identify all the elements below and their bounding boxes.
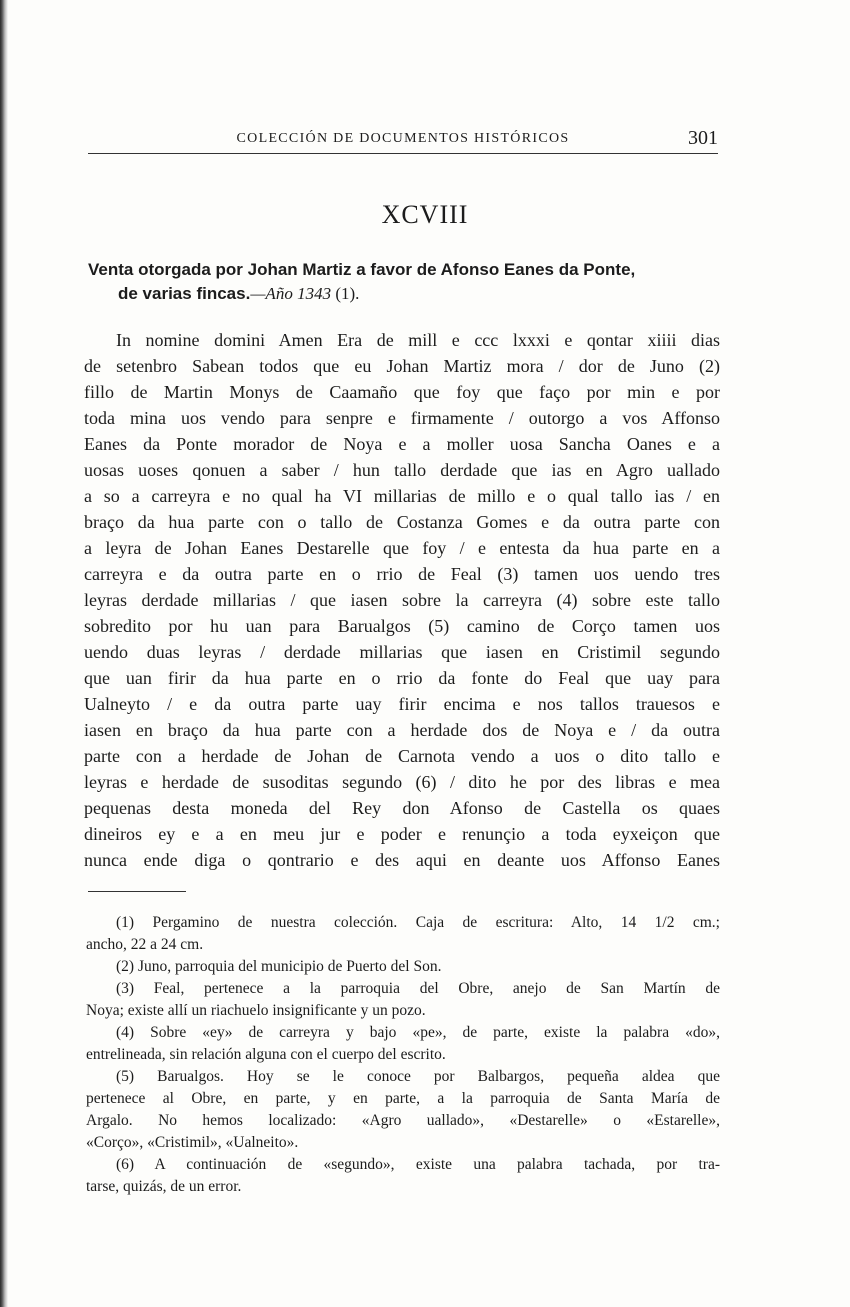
- footnote-line: (4) Sobre «ey» de carreyra y bajo «pe», de parte, existe la palabra «do»,: [116, 1024, 720, 1041]
- body-line: parte con a herdade de Johan de Carnota vendo a uos o dito tallo e: [84, 746, 720, 766]
- body-line: Eanes da Ponte morador de Noya e a moller uosa Sancha Oanes e a: [84, 434, 720, 454]
- body-line: que uan firir da hua parte en o rrio da fonte do Feal que uay para: [84, 668, 720, 688]
- footnote-line: (6) A continuación de «segundo», existe una palabra tachada, por tra-: [116, 1156, 720, 1173]
- body-line: de setenbro Sabean todos que eu Johan Martiz mora / dor de Juno (2): [84, 356, 720, 376]
- footnote-line: Noya; existe allí un riachuelo insignificante y un pozo.: [86, 1002, 426, 1019]
- document-body: [84, 327, 720, 873]
- document-title: [88, 258, 720, 306]
- body-line: dineiros ey e a en meu jur e poder e renunçio a toda eyxeiçon que: [84, 824, 720, 844]
- footnote-line: Argalo. No hemos localizado: «Agro uallado», «Destarelle» o «Estarelle»,: [86, 1112, 720, 1129]
- footnote-line: entrelineada, sin relación alguna con el cuerpo del escrito.: [86, 1046, 446, 1063]
- body-line: toda mina uos vendo para senpre e firmamente / outorgo a vos Affonso: [84, 408, 720, 428]
- document-date: —Año 1343: [250, 284, 332, 303]
- body-line: carreyra e da outra parte en o rrio de Feal (3) tamen uos uendo tres: [84, 564, 720, 584]
- header-rule: [88, 153, 718, 154]
- footnote-separator: [88, 891, 186, 892]
- body-line: iasen en braço da hua parte con a herdade dos de Noya e / da outra: [84, 720, 720, 740]
- footnote-line: (2) Juno, parroquia del municipio de Puerto del Son.: [116, 958, 442, 975]
- footnotes: [86, 912, 720, 1198]
- body-line: braço da hua parte con o tallo de Costanza Gomes e da outra parte con: [84, 512, 720, 532]
- footnote-ref: (1).: [331, 284, 360, 303]
- footnote-line: tarse, quizás, de un error.: [86, 1178, 242, 1195]
- document-title-text: de varias fincas.: [118, 284, 251, 303]
- body-line: a so a carreyra e no qual ha VI millarias de millo e o qual tallo ias / en: [84, 486, 720, 506]
- running-title: COLECCIÓN DE DOCUMENTOS HISTÓRICOS: [236, 131, 570, 146]
- body-line: uendo duas leyras / derdade millarias que iasen en Cristimil segundo: [84, 642, 720, 662]
- body-line: nunca ende diga o qontrario e des aqui en deante uos Affonso Eanes: [84, 850, 720, 870]
- chapter-number: XCVIII: [381, 200, 469, 229]
- body-line: leyras derdade millarias / que iasen sobre la carreyra (4) sobre este tallo: [84, 590, 720, 610]
- footnote-line: (1) Pergamino de nuestra colección. Caja de escritura: Alto, 14 1/2 cm.;: [116, 914, 720, 931]
- body-line: Ualneyto / e da outra parte uay firir encima e nos tallos trauesos e: [84, 694, 720, 714]
- document-title-line-1: Venta otorgada por Johan Martiz a favor de Afonso Eanes da Ponte,: [88, 260, 636, 279]
- body-line: a leyra de Johan Eanes Destarelle que foy / e entesta da hua parte en a: [84, 538, 720, 558]
- page-header: [88, 129, 718, 157]
- footnote-line: (5) Barualgos. Hoy se le conoce por Balbargos, pequeña aldea que: [116, 1068, 720, 1085]
- body-line: pequenas desta moneda del Rey don Afonso de Castella os quaes: [84, 798, 720, 818]
- body-line: uosas uoses qonuen a saber / hun tallo derdade que ias en Agro uallado: [84, 460, 720, 480]
- document-title-line-2: [88, 282, 720, 306]
- footnote-line: «Corço», «Cristimil», «Ualneito».: [86, 1134, 299, 1151]
- footnote-line: pertenece al Obre, en parte, y en parte, a la parroquia de Santa María de: [86, 1090, 720, 1107]
- body-line: fillo de Martin Monys de Caamaño que foy que faço por min e por: [84, 382, 720, 402]
- body-line: In nomine domini Amen Era de mill e ccc lxxxi e qontar xiiii dias: [116, 330, 720, 350]
- page-number: 301: [688, 127, 718, 149]
- body-line: leyras e herdade de susoditas segundo (6) / dito he por des libras e mea: [84, 772, 720, 792]
- body-line: sobredito por hu uan para Barualgos (5) camino de Corço tamen uos: [84, 616, 720, 636]
- page-left-edge: [0, 0, 8, 1307]
- footnote-line: (3) Feal, pertenece a la parroquia del Obre, anejo de San Martín de: [116, 980, 720, 997]
- footnote-line: ancho, 22 a 24 cm.: [86, 936, 204, 953]
